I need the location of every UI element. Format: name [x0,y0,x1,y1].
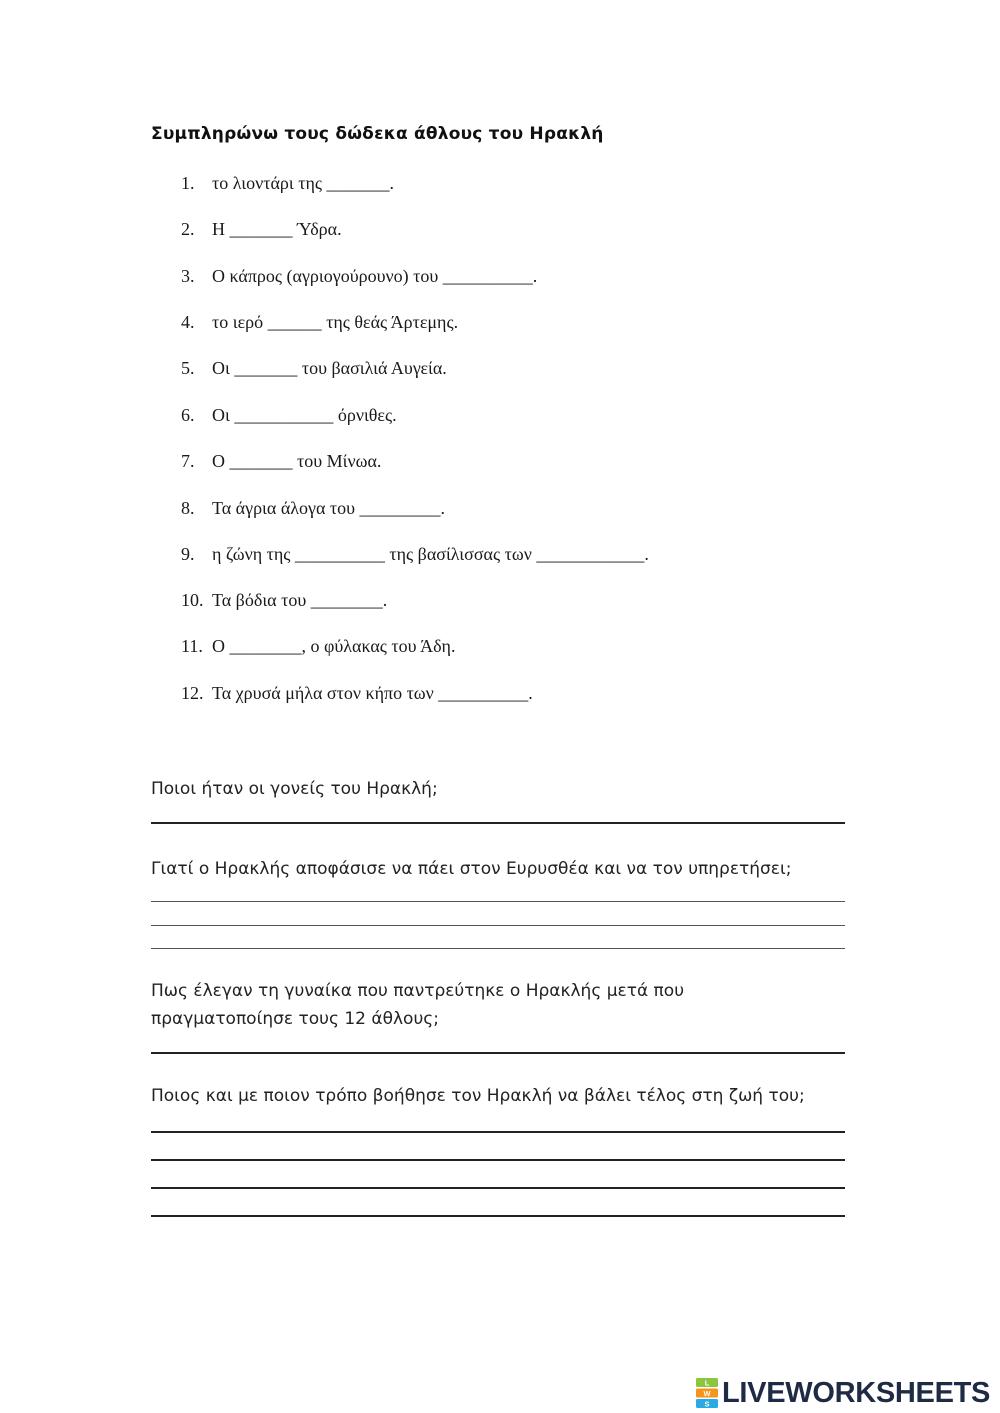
item-text: Τα χρυσά μήλα στον κήπο των __________. [212,683,533,703]
answer-line[interactable] [151,1131,845,1133]
list-item [181,312,458,333]
item-number: 6. [181,405,195,425]
list-item [181,451,381,472]
item-text: Οι _______ του βασιλιά Αυγεία. [212,358,447,378]
item-number: 2. [181,219,195,239]
item-text: Τα βόδια του ________. [212,590,388,610]
liveworksheets-logo-icon [696,1378,718,1408]
item-text: Η _______ Ύδρα. [212,219,342,239]
item-number: 7. [181,451,195,471]
list-item [181,358,447,379]
logo-text: LIVEWORKSHEETS [722,1376,991,1409]
item-number: 10. [181,590,204,610]
svg-text:L: L [704,1378,710,1388]
question-parents: Ποιοι ήταν οι γονείς του Ηρακλή; [151,779,438,799]
answer-line[interactable] [151,1215,845,1217]
list-item [181,219,342,240]
item-text: η ζώνη της __________ της βασίλισσας των ____________. [212,544,649,564]
answer-line[interactable] [151,1159,845,1161]
answer-line[interactable] [151,1187,845,1189]
item-number: 4. [181,312,195,332]
item-text: Οι ___________ όρνιθες. [212,405,397,425]
item-number: 8. [181,498,195,518]
liveworksheets-logo [696,1376,990,1410]
item-number: 12. [181,683,204,703]
item-number: 1. [181,173,195,193]
svg-text:W: W [703,1389,711,1399]
worksheet-title: Συμπληρώνω τους δώδεκα άθλους του Ηρακλή [151,124,604,144]
item-text: το ιερό ______ της θεάς Άρτεμης. [212,312,459,332]
list-item [181,590,387,611]
item-number: 9. [181,544,195,564]
list-item [181,498,445,519]
list-item [181,266,537,287]
answer-line[interactable] [151,1052,845,1054]
item-text: το λιοντάρι της _______. [212,173,394,193]
answer-line[interactable] [151,822,845,824]
item-text: Ο ________, ο φύλακας του Άδη. [212,636,456,656]
question-eurystheus: Γιατί ο Ηρακλής αποφάσισε να πάει στον Ευρυσθέα και να τον υπηρετήσει; [151,859,792,879]
item-text: Ο _______ του Μίνωα. [212,451,382,471]
answer-line[interactable] [151,925,845,926]
answer-line[interactable] [151,901,845,902]
question-wife-line2: πραγματοποίησε τους 12 άθλους; [151,1009,439,1029]
question-wife-line1: Πως έλεγαν τη γυναίκα που παντρεύτηκε ο Ηρακλής μετά που [151,981,685,1001]
question-death: Ποιος και με ποιον τρόπο βοήθησε τον Ηρακλή να βάλει τέλος στη ζωή του; [151,1086,805,1106]
item-number: 3. [181,266,195,286]
list-item [181,173,394,194]
answer-line[interactable] [151,948,845,949]
item-number: 5. [181,358,195,378]
item-text: Τα άγρια άλογα του _________. [212,498,446,518]
list-item [181,405,397,426]
list-item [181,544,649,565]
item-text: Ο κάπρος (αγριογούρουνο) του __________. [212,266,538,286]
svg-text:S: S [704,1399,710,1408]
list-item [181,683,533,704]
item-number: 11. [181,636,203,656]
list-item [181,636,455,657]
